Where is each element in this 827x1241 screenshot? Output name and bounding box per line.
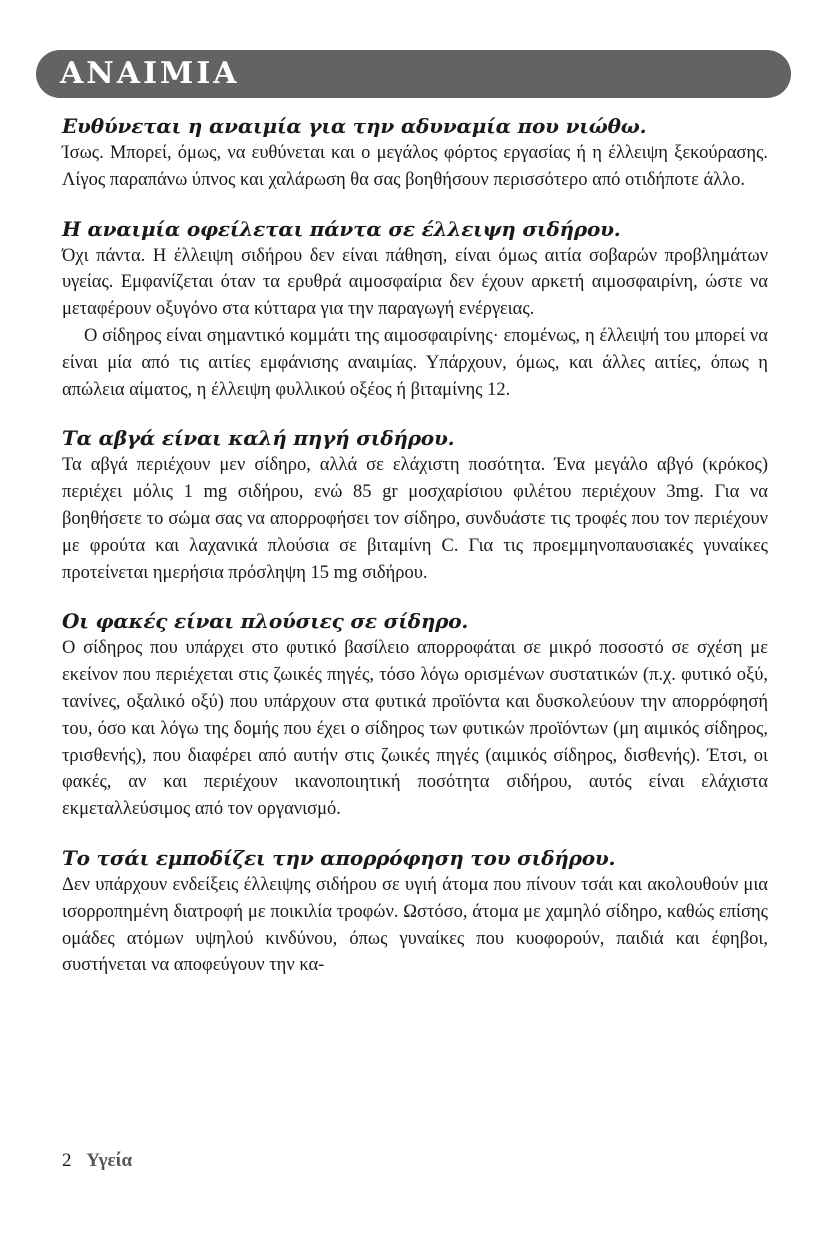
section-paragraph: Δεν υπάρχουν ενδείξεις έλλειψης σιδήρου σε υγιή άτομα που πίνουν τσάι και ακολουθούν μια ισορροπημένη διατροφή με ποικιλία τροφών. Ωστόσο, άτομα με χαμηλό σίδηρο, καθώς επίσης ομάδες ατόμων υψηλού κινδύνου, όπως γυναίκες που κυοφορούν, παιδιά και έφηβοι, συστήνεται να αποφεύγουν την κα-	[62, 874, 768, 976]
section-question: Η αναιμία οφείλεται πάντα σε έλλειψη σιδήρου.	[62, 216, 621, 241]
article-body	[62, 113, 768, 1001]
section-paragraph: Όχι πάντα. Η έλλειψη σιδήρου δεν είναι πάθηση, είναι όμως αιτία σοβαρών προβλημάτων υγείας. Εμφανίζεται όταν τα ερυθρά αιμοσφαίρια δεν έχουν αρκετή αιμοσφαιρίνη, ώστε να μεταφέρουν οξυγόνο στα κύτταρα για την παραγωγή ενέργειας.	[62, 245, 768, 320]
chapter-title: ΑΝΑΙΜΙΑ	[60, 56, 240, 91]
page-footer	[62, 1148, 132, 1174]
section-paragraph: Ο σίδηρος που υπάρχει στο φυτικό βασίλειο απορροφάται σε μικρό ποσοστό σε σχέση με εκείνον που περιέχεται στις ζωικές πηγές, τόσο λόγω ορισμένων συστατικών (π.χ. φυτικό οξύ, τανίνες, οξαλικό οξύ) που υπάρχουν στα φυτικά προϊόντα και δυσκολεύουν την απορρόφησή του, όσο και λόγω της δομής που έχει ο σίδηρος των φυτικών προϊόντων (μη αιμικός σίδηρος, τρισθενής), που διαφέρει από αυτήν στις ζωικές πηγές (αιμικός σίδηρος, δισθενής). Έτσι, οι φακές, αν και περιέχουν ικανοποιητική ποσότητα σιδήρου, αυτός είναι ελάχιστα εκμεταλλεύσιμος από τον οργανισμό.	[62, 638, 768, 820]
page-number: 2	[62, 1150, 72, 1171]
section-question: Τα αβγά είναι καλή πηγή σιδήρου.	[62, 426, 455, 451]
section-paragraph: Ο σίδηρος είναι σημαντικό κομμάτι της αιμοσφαιρίνης· επομένως, η έλλειψή του μπορεί να είναι μία από τις αιτίες εμφάνισης αναιμίας. Υπάρχουν, όμως, και άλλες αιτίες, όπως η απώλεια αίματος, η έλλειψη φυλλικού οξέος ή βιταμίνης 12.	[62, 325, 768, 400]
running-section-name: Υγεία	[86, 1150, 133, 1171]
faq-section-2	[62, 216, 768, 404]
section-question: Οι φακές είναι πλούσιες σε σίδηρο.	[62, 609, 469, 634]
faq-section-3	[62, 425, 768, 586]
section-question: Το τσάι εμποδίζει την απορρόφηση του σιδήρου.	[62, 845, 616, 870]
faq-section-1	[62, 113, 768, 194]
section-paragraph: Τα αβγά περιέχουν μεν σίδηρο, αλλά σε ελάχιστη ποσότητα. Ένα μεγάλο αβγό (κρόκος) περιέχει μόλις 1 mg σιδήρου, ενώ 85 gr μοσχαρίσιου φιλέτου περιέχουν 3mg. Για να βοηθήσετε το σώμα σας να απορροφήσει τον σίδηρο, συνδυάστε τις τροφές που τον περιέχουν με φρούτα και λαχανικά πλούσια σε βιταμίνη C. Για τις προεμμηνοπαυσιακές γυναίκες προτείνεται ημερήσια πρόσληψη 15 mg σιδήρου.	[62, 455, 768, 583]
faq-section-5	[62, 845, 768, 979]
section-question: Ευθύνεται η αναιμία για την αδυναμία που νιώθω.	[62, 114, 647, 138]
chapter-header-bar	[36, 50, 791, 98]
faq-section-4	[62, 608, 768, 823]
section-paragraph: Ίσως. Μπορεί, όμως, να ευθύνεται και ο μεγάλος φόρτος εργασίας ή η έλλειψη ξεκούρασης. Λίγος παραπάνω ύπνος και χαλάρωση θα σας βοηθήσουν περισσότερο από οτιδήποτε άλλο.	[62, 143, 768, 190]
